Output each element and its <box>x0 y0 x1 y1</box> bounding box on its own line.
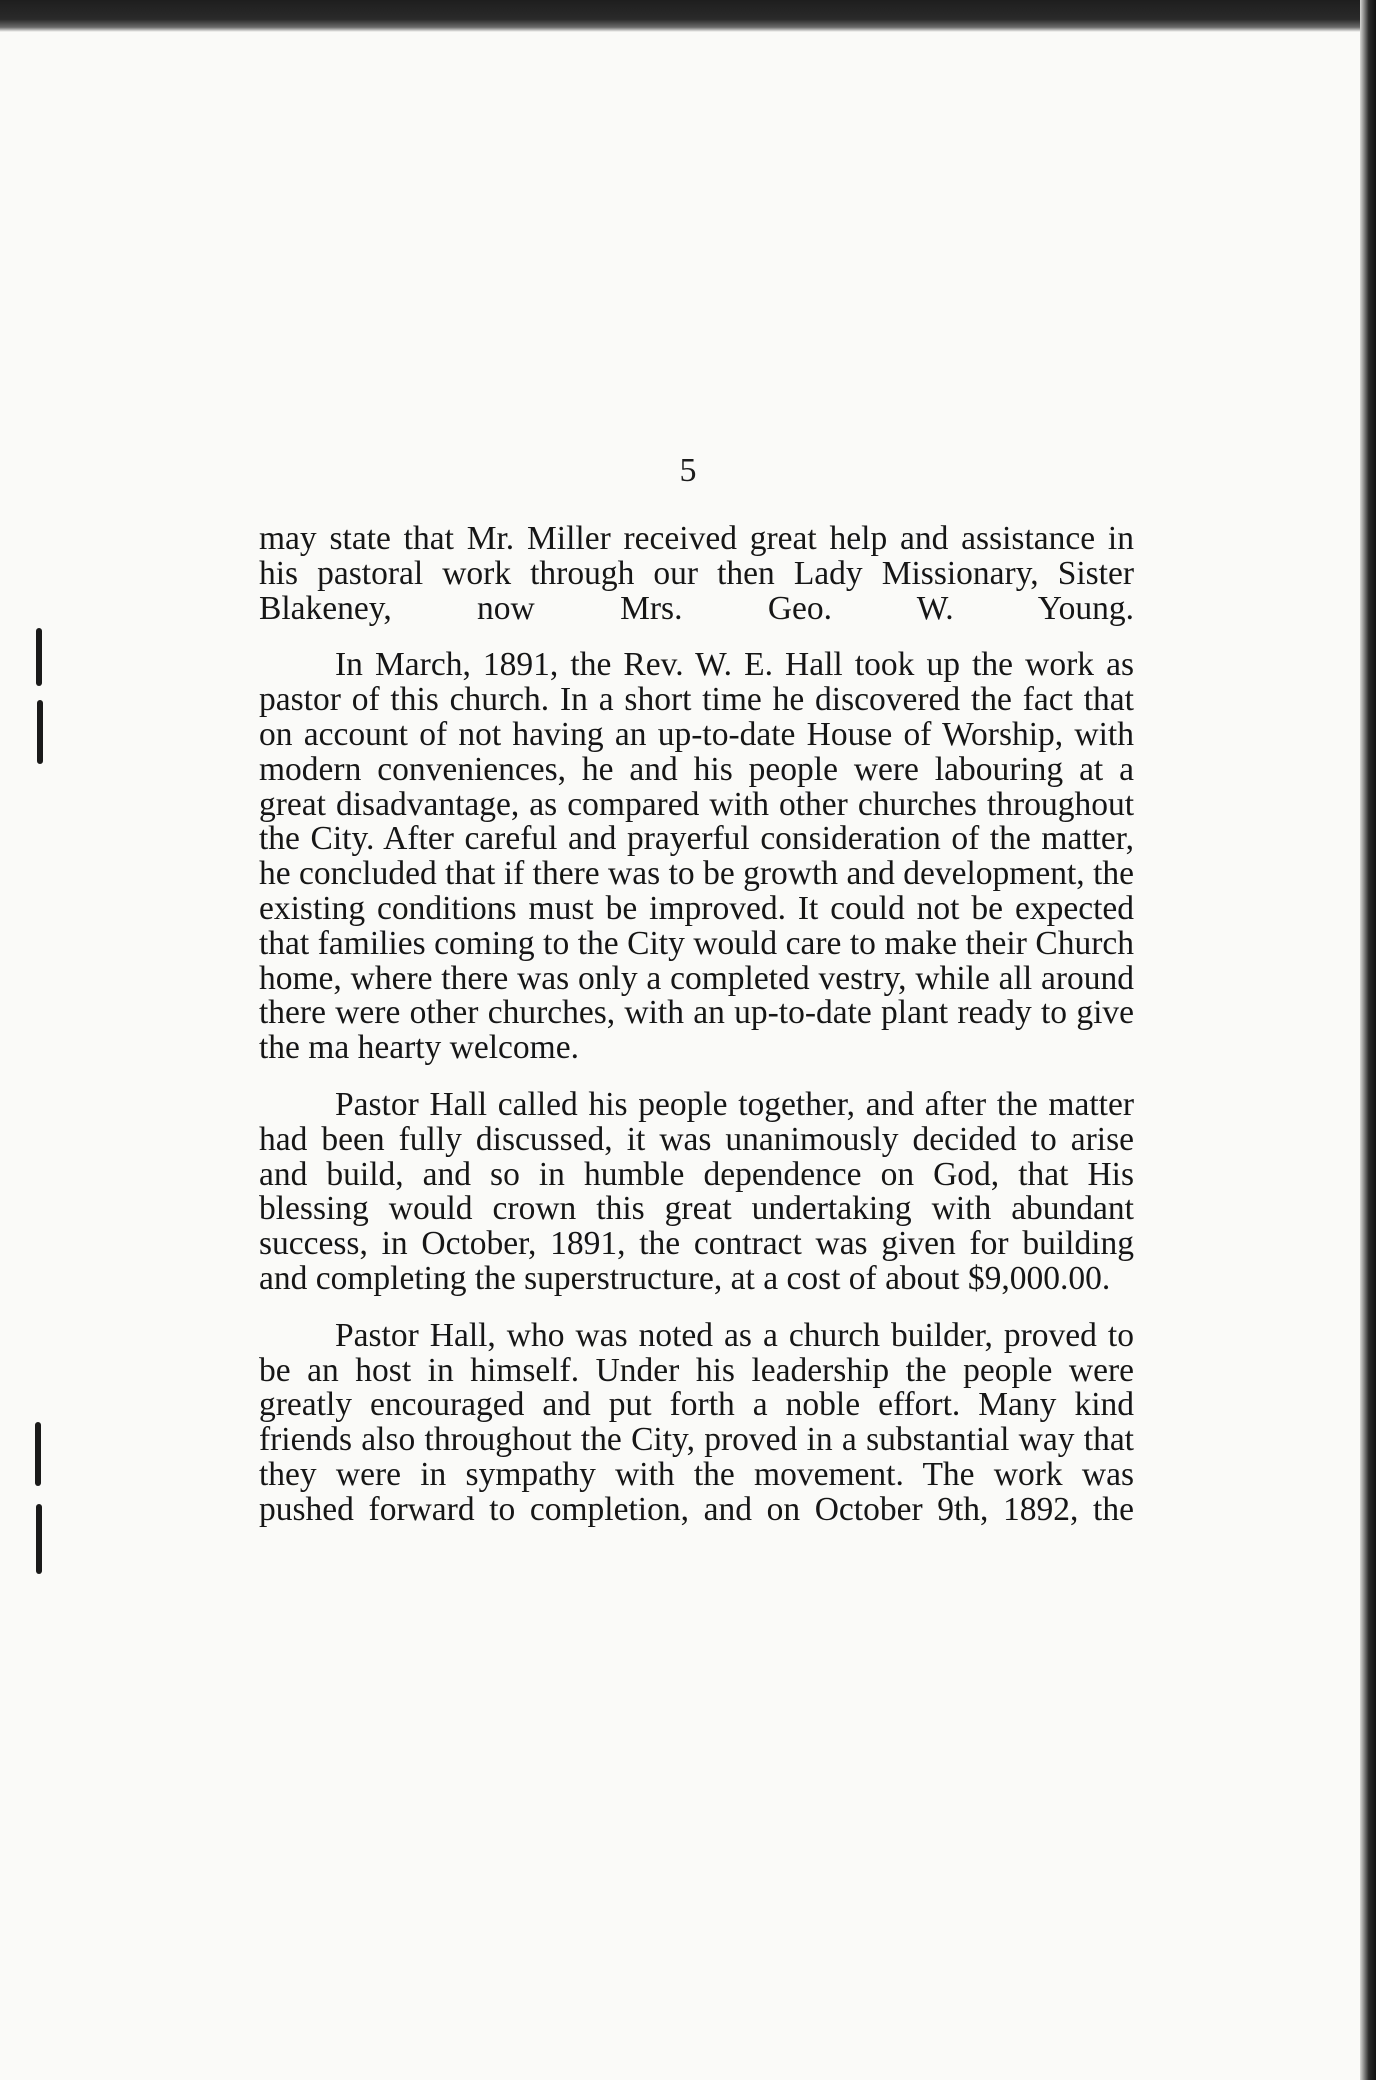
page-number: 5 <box>679 452 697 489</box>
binding-mark <box>35 1422 41 1486</box>
paragraph: Pastor Hall, who was noted as a church builder, proved to be an host in himself. Under his leadership the people were greatly encouraged and put forth a noble effort. Many kind friends also throughout the City, proved in a substantial way that they were in sympathy with the movement. The work was pushed forward to completion, and on October 9th, 1892, the <box>259 1316 1134 1528</box>
binding-mark <box>36 1504 42 1574</box>
binding-mark <box>36 628 42 686</box>
paragraph: may state that Mr. Miller received great help and assistance in his pastoral work through our then Lady Missionary, Sister Blakeney, now Mrs. Geo. W. Young. <box>259 520 1134 627</box>
body-text <box>259 522 1134 1550</box>
scan-top-shadow <box>0 0 1376 32</box>
scan-right-edge <box>1360 0 1376 2080</box>
paragraph: In March, 1891, the Rev. W. E. Hall took up the work as pastor of this church. In a short time he discovered the fact that on account of not having an up-to-date House of Worship, with modern conveniences, he and his people were labouring at a great disadvantage, as compared with other churches throughout the City. After careful and prayerful consideration of the matter, he concluded that if there was to be growth and development, the existing conditions must be improved. It could not be expected that families coming to the City would care to make their Church home, where there was only a completed vestry, while all around there were other churches, with an up-to-date plant ready to give the ma hearty welcome. <box>259 646 1134 1067</box>
paragraph: Pastor Hall called his people together, and after the matter had been fully discussed, it was unanimously decided to arise and build, and so in humble dependence on God, that His blessing would crown this great undertaking with abundant success, in October, 1891, the contract was given for building and completing the superstructure, at a cost of about $9,000.00. <box>259 1085 1134 1297</box>
binding-mark <box>37 700 43 764</box>
